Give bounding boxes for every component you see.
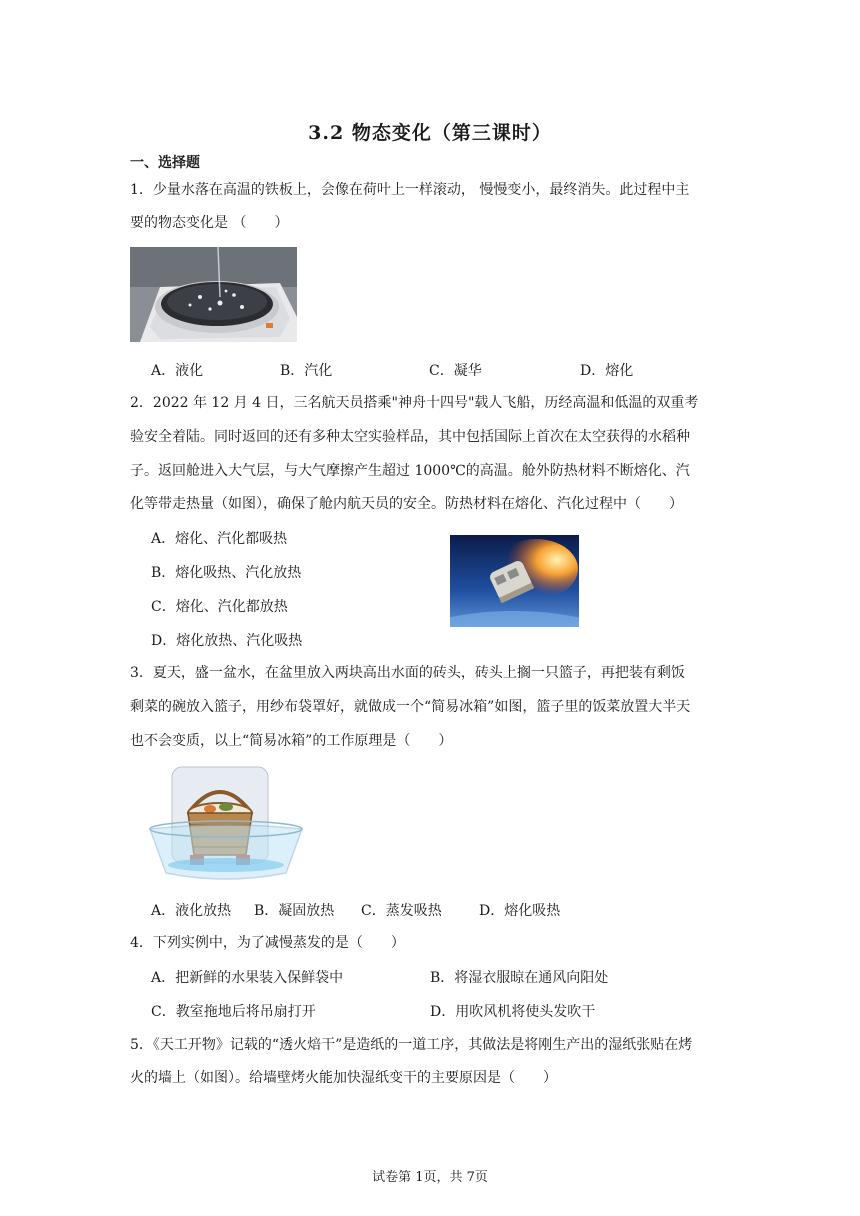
q5-line-2: 火的墙上（如图）。给墙壁烤火能加快湿纸变干的主要原因是（ ） bbox=[130, 1070, 557, 1086]
q3-option-a: A．液化放热 bbox=[151, 903, 232, 919]
q2-line-3: 子。返回舱进入大气层，与大气摩擦产生超过 1000℃的高温。舱外防热材料不断熔化、汽 bbox=[130, 463, 690, 479]
reentry-capsule-image bbox=[450, 535, 579, 627]
q3-option-c: C．蒸发吸热 bbox=[361, 903, 442, 919]
q1-option-d: D．熔化 bbox=[580, 363, 634, 379]
simple-fridge-image bbox=[146, 765, 306, 885]
q1-line-1: 1．少量水落在高温的铁板上，会像在荷叶上一样滚动， 慢慢变小，最终消失。此过程中主 bbox=[130, 182, 690, 198]
q4-option-a: A．把新鲜的水果装入保鲜袋中 bbox=[151, 970, 344, 986]
q2-option-d: D．熔化放热、汽化吸热 bbox=[151, 633, 303, 649]
q2-line-4: 化等带走热量（如图），确保了舱内航天员的安全。防热材料在熔化、汽化过程中（ ） bbox=[130, 496, 683, 512]
hot-iron-plate-image bbox=[130, 247, 297, 342]
page-title: 3.2 物态变化（第三课时） bbox=[308, 122, 552, 144]
q2-option-b: B．熔化吸热、汽化放热 bbox=[151, 565, 302, 581]
q3-line-3: 也不会变质，以上“简易冰箱”的工作原理是（ ） bbox=[130, 733, 453, 749]
q1-option-c: C．凝华 bbox=[429, 363, 482, 379]
q3-line-1: 3．夏天，盛一盆水，在盆里放入两块高出水面的砖头，砖头上搁一只篮子，再把装有剩饭 bbox=[130, 665, 685, 681]
q1-option-b: B．汽化 bbox=[280, 363, 333, 379]
q5-line-1: 5．《天工开物》记载的“透火焙干”是造纸的一道工序，其做法是将刚生产出的湿纸张贴在烤 bbox=[130, 1037, 693, 1053]
q4-option-b: B．将湿衣服晾在通风向阳处 bbox=[430, 970, 609, 986]
page-footer: 试卷第 1页，共 7页 bbox=[372, 1170, 488, 1185]
q2-line-1: 2．2022 年 12 月 4 日，三名航天员搭乘"神舟十四号"载人飞船，历经高温和低温的双重考 bbox=[130, 395, 699, 411]
section-heading: 一、选择题 bbox=[130, 155, 200, 171]
q4-option-d: D．用吹风机将使头发吹干 bbox=[430, 1004, 596, 1020]
q1-line-2: 要的物态变化是 （ ） bbox=[130, 215, 289, 231]
q2-line-2: 验安全着陆。同时返回的还有多种太空实验样品，其中包括国际上首次在太空获得的水稻种 bbox=[130, 429, 690, 445]
q3-option-b: B．凝固放热 bbox=[254, 903, 335, 919]
q1-option-a: A．液化 bbox=[151, 363, 204, 379]
q2-option-c: C．熔化、汽化都放热 bbox=[151, 599, 288, 615]
q4-option-c: C．教室拖地后将吊扇打开 bbox=[151, 1004, 316, 1020]
q4-line-1: 4．下列实例中，为了减慢蒸发的是（ ） bbox=[130, 935, 405, 951]
q3-line-2: 剩菜的碗放入篮子，用纱布袋罩好，就做成一个“简易冰箱”如图，篮子里的饭菜放置大半天 bbox=[130, 699, 691, 715]
q2-option-a: A．熔化、汽化都吸热 bbox=[151, 531, 288, 547]
q3-option-d: D．熔化吸热 bbox=[479, 903, 561, 919]
